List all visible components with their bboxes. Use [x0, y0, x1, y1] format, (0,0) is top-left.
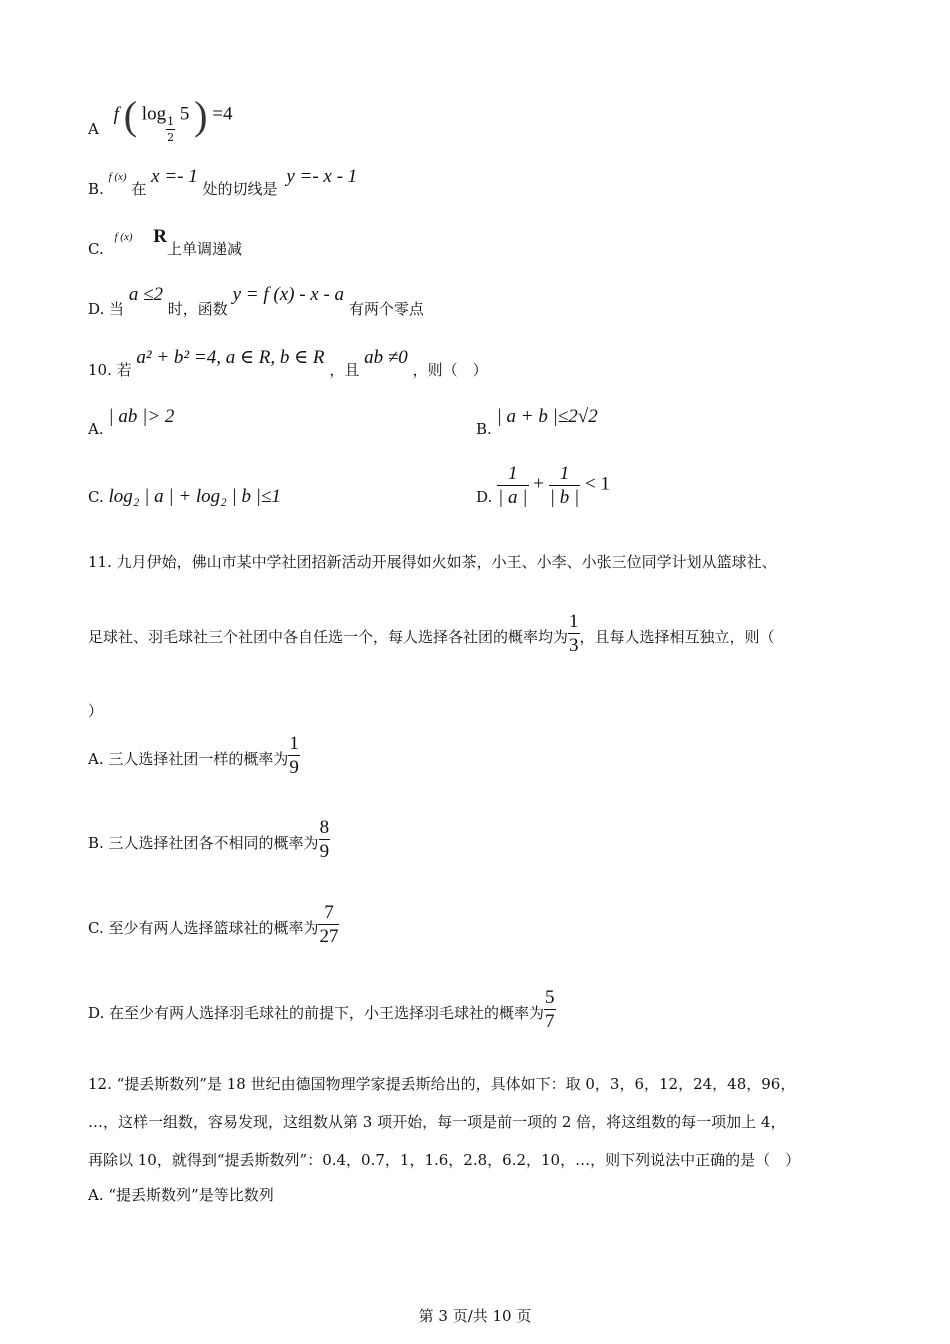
q11-line1: 11. 九月伊始，佛山市某中学社团招新活动开展得如火如茶，小王、小李、小张三位同学计划从篮球社、: [88, 553, 777, 571]
q10-stem: 10. 若 a² + b² =4, a ∈ R, b ∈ R ，且 ab ≠0 ，则（ ）: [88, 347, 488, 379]
q10-option-a: A. | ab |> 2: [88, 406, 175, 438]
q10-option-c: C. log₂ | a | + log₂ | b |≤1: [88, 486, 281, 507]
fraction-a: $\frac{1}{| a |}$: [498, 463, 528, 508]
q11-option-c: C. 至少有两人选择篮球社的概率为 $\frac{7}{27}$: [88, 902, 339, 947]
q10-option-d: D. $\frac{1}{| a |}$ + $\frac{1}{| b |}$ < 1: [476, 463, 610, 508]
q11-option-b: B. 三人选择社团各不相同的概率为 $\frac{8}{9}$: [88, 817, 330, 862]
option-c-fraction: $\frac{7}{27}$: [319, 902, 339, 947]
option-d-fraction: $\frac{5}{7}$: [545, 987, 555, 1032]
q9-option-b: B. f (x) 在 x =- 1 处的切线是 y =- x - 1: [88, 166, 358, 198]
page-footer: 第 3 页/共 10 页: [418, 1307, 532, 1325]
log-base-fraction: $\frac{1}{2}$: [167, 115, 175, 144]
q12-line3: 再除以 10，就得到“提丢斯数列”：0.4，0.7，1，1.6，2.8，6.2，10，…，则下列说法中正确的是（ ）: [88, 1151, 801, 1169]
q9-option-d: D. 当 a ≤2 时，函数 y = f (x) - x - a 有两个零点: [88, 284, 424, 318]
q12-option-a: A. “提丢斯数列”是等比数列: [88, 1186, 274, 1204]
probability-fraction: $\frac{1}{3}$: [569, 611, 579, 656]
q11-option-a: A. 三人选择社团一样的概率为 $\frac{1}{9}$: [88, 733, 299, 778]
q12-line1: 12. “提丢斯数列”是 18 世纪由德国物理学家提丢斯给出的，具体如下：取 0，3，6，12，24，48，96，: [88, 1075, 796, 1093]
q11-option-d: D. 在至少有两人选择羽毛球社的前提下，小王选择羽毛球社的概率为 $\frac{5}{7}$: [88, 987, 555, 1032]
q11-line2: 足球社、羽毛球社三个社团中各自任选一个，每人选择各社团的概率均为 $\frac{1}{3}$ ，且每人选择相互独立，则（: [88, 611, 775, 656]
option-b-fraction: $\frac{8}{9}$: [319, 817, 330, 862]
fraction-b: $\frac{1}{| b |}$: [549, 463, 580, 508]
q10-option-b: B. | a + b |≤2√2: [476, 406, 598, 438]
q11-line3: ）: [88, 702, 104, 720]
q12-line2: …，这样一组数，容易发现，这组数从第 3 项开始，每一项是前一项的 2 倍，将这组数的每一项加上 4，: [88, 1113, 786, 1131]
q9-option-a: A f ( log $\frac{1}{2}$ 5 ) =4: [88, 93, 233, 144]
q9-option-c: C. f (x) R上单调递减: [88, 226, 243, 258]
option-a-fraction: $\frac{1}{9}$: [289, 733, 299, 778]
